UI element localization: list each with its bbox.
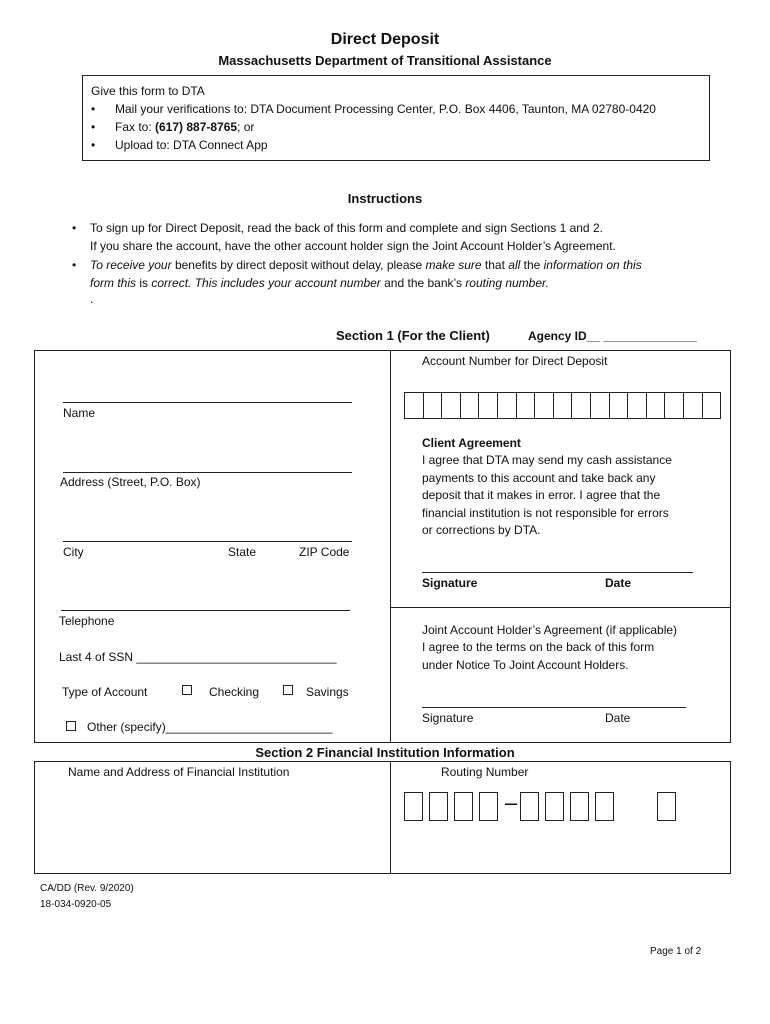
- other-specify-field[interactable]: Other (specify)_________________________: [87, 720, 333, 734]
- section1-heading: Section 1 (For the Client): [336, 328, 490, 343]
- bullet: •: [72, 258, 77, 272]
- routing-number-label: Routing Number: [441, 765, 529, 779]
- account-number-input[interactable]: [404, 392, 721, 419]
- address-input[interactable]: [63, 472, 352, 473]
- ssn-field[interactable]: Last 4 of SSN ______________________________: [59, 650, 337, 664]
- city-state-zip-input[interactable]: [63, 541, 352, 542]
- joint-date-label: Date: [605, 711, 631, 725]
- institution-name-address-label: Name and Address of Financial Institution: [68, 765, 290, 779]
- account-number-label: Account Number for Direct Deposit: [422, 354, 608, 368]
- bullet: •: [91, 138, 96, 152]
- institution-name-address-input[interactable]: [38, 782, 386, 870]
- address-label: Address (Street, P.O. Box): [60, 475, 201, 489]
- page-subtitle: Massachusetts Department of Transitional Assistance: [218, 53, 552, 68]
- city-label: City: [63, 545, 84, 559]
- telephone-label: Telephone: [59, 614, 115, 628]
- form-number: 18-034-0920-05: [40, 899, 112, 910]
- instruction-item-1: • To sign up for Direct Deposit, read the back of this form and complete and sign Sections 1 and 2. If you share the account, have the other account holder sign the Joint Account Holder’s Agreement.: [72, 221, 616, 253]
- submission-intro: Give this form to DTA: [91, 84, 205, 98]
- zip-label: ZIP Code: [299, 545, 350, 559]
- joint-signature-label: Signature: [422, 711, 474, 725]
- other-checkbox[interactable]: [66, 721, 76, 731]
- checking-checkbox[interactable]: [182, 685, 192, 695]
- account-type-label: Type of Account: [62, 685, 148, 699]
- checking-label: Checking: [209, 685, 260, 699]
- submission-upload: • Upload to: DTA Connect App: [91, 138, 268, 152]
- form-footer: [40, 881, 134, 913]
- bullet: •: [72, 221, 77, 235]
- name-input[interactable]: [63, 402, 352, 403]
- name-label: Name: [63, 406, 96, 420]
- state-label: State: [228, 545, 257, 559]
- joint-agreement-title: Joint Account Holder’s Agreement (if applicable): [422, 623, 678, 637]
- form-code: CA/DD (Rev. 9/2020): [40, 883, 134, 894]
- joint-agreement-text: I agree to the terms on the back of this form under Notice To Joint Account Holders.: [422, 640, 655, 672]
- telephone-input[interactable]: [61, 610, 350, 611]
- fax-number: (617) 887-8765: [155, 120, 238, 134]
- agency-id-field[interactable]: Agency ID__ ______________: [528, 329, 697, 343]
- page-number: Page 1 of 2: [650, 946, 702, 957]
- routing-dash: –: [505, 790, 518, 815]
- bullet: •: [91, 120, 96, 134]
- savings-label: Savings: [306, 685, 349, 699]
- instructions-title: Instructions: [347, 191, 423, 206]
- client-signature-input[interactable]: [422, 572, 693, 573]
- page-title: Direct Deposit: [330, 31, 440, 48]
- client-agreement-text: I agree that DTA may send my cash assistance payments to this account and take back any deposit that it makes in error. I agree that the financial institution is not responsible for errors or corrections by DTA.: [422, 453, 672, 537]
- submission-mail: • Mail your verifications to: DTA Document Processing Center, P.O. Box 4406, Taunton, MA 02780-0420: [91, 102, 656, 116]
- bullet: •: [91, 102, 96, 116]
- joint-signature-input[interactable]: [422, 707, 686, 708]
- client-date-label: Date: [605, 576, 632, 590]
- divider: [390, 607, 731, 608]
- instruction-item-2: • To receive your benefits by direct deposit without delay, please make sure that all the information on this form this is correct. This includes your account number and the bank’s routing number. .: [72, 258, 642, 306]
- savings-checkbox[interactable]: [283, 685, 293, 695]
- client-signature-label: Signature: [422, 576, 478, 590]
- section2-heading: Section 2 Financial Institution Information: [255, 745, 515, 760]
- submission-fax: • Fax to: (617) 887-8765; or: [91, 120, 255, 134]
- client-agreement-title: Client Agreement: [422, 436, 521, 450]
- submission-info-box: [82, 75, 710, 161]
